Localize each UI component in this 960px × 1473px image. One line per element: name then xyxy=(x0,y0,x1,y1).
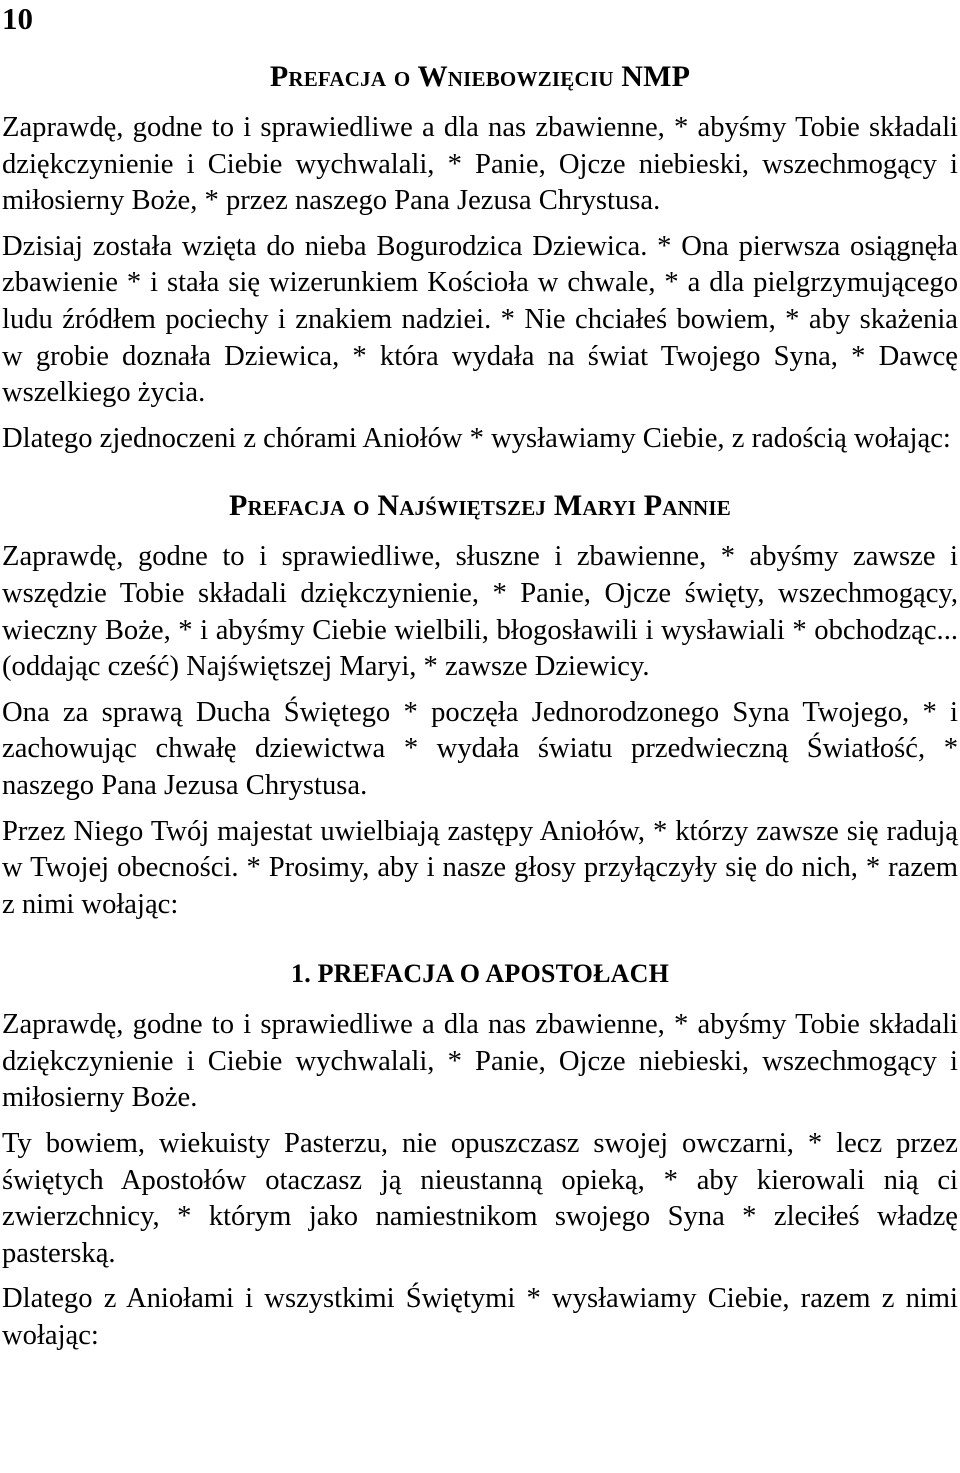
paragraph: Przez Niego Twój majestat uwielbiają zastępy Aniołów, * którzy zawsze się radują w Twojej obecności. * Prosimy, aby i nasze głosy przyłączyły się do nich, * razem z nimi wołając: xyxy=(2,815,958,920)
section-title-apostles: 1. PREFACJA O APOSTOŁACH xyxy=(291,959,669,989)
paragraph: Zaprawdę, godne to i sprawiedliwe a dla nas zbawienne, * abyśmy Tobie składali dziękczynienie i Ciebie wychwalali, * Panie, Ojcze niebieski, wszechmogący i miłosierny Boże, * przez naszego Pana Jezusa Chrystusa. xyxy=(2,112,958,217)
document-body xyxy=(2,58,958,1355)
paragraph: Zaprawdę, godne to i sprawiedliwe a dla nas zbawienne, * abyśmy Tobie składali dziękczynienie i Ciebie wychwalali, * Panie, Ojcze niebieski, wszechmogący i miłosierny Boże. xyxy=(2,1009,958,1114)
paragraph: Dzisiaj została wzięta do nieba Bogurodzica Dziewica. * Ona pierwsza osiągnęła zbawienie * i stała się wizerunkiem Kościoła w chwale, * a dla pielgrzymującego ludu źródłem pociechy i znakiem nadziei. * Nie chciałeś bowiem, * aby skażenia w grobie doznała Dziewica, * która wydała na świat Twojego Syna, * Dawcę wszelkiego życia. xyxy=(2,230,958,409)
paragraph: Ona za sprawą Ducha Świętego * poczęła Jednorodzonego Syna Twojego, * i zachowując chwałę dziewictwa * wydała światu przedwieczną Światłość, * naszego Pana Jezusa Chrystusa. xyxy=(2,696,958,801)
paragraph: Dlatego zjednoczeni z chórami Aniołów * wysławiamy Ciebie, z radością wołając: xyxy=(2,422,951,454)
paragraph: Dlatego z Aniołami i wszystkimi Świętymi * wysławiamy Ciebie, razem z nimi wołając: xyxy=(2,1283,958,1352)
paragraph: Zaprawdę, godne to i sprawiedliwe, słuszne i zbawienne, * abyśmy zawsze i wszędzie Tobie składali dziękczynienie, * Panie, Ojcze święty, wszechmogący, wieczny Boże, * i abyśmy Ciebie wielbili, błogosławili i wysławiali * obchodząc...(oddając cześć) Najświętszej Maryi, * zawsze Dziewicy. xyxy=(2,541,958,683)
paragraph: Ty bowiem, wiekuisty Pasterzu, nie opuszczasz swojej owczarni, * lecz przez świętych Apostołów otaczasz ją nieustanną opieką, * aby kierowali nią ci zwierzchnicy, * którym jako namiestnikom swojego Syna * zleciłeś władzę pasterską. xyxy=(2,1128,958,1269)
section-title-virgin-mary: Prefacja o Najświętszej Maryi Pannie xyxy=(229,489,731,523)
section-title-assumption: Prefacja o Wniebowzięciu NMP xyxy=(269,60,691,93)
page-number: 10 xyxy=(2,1,33,36)
